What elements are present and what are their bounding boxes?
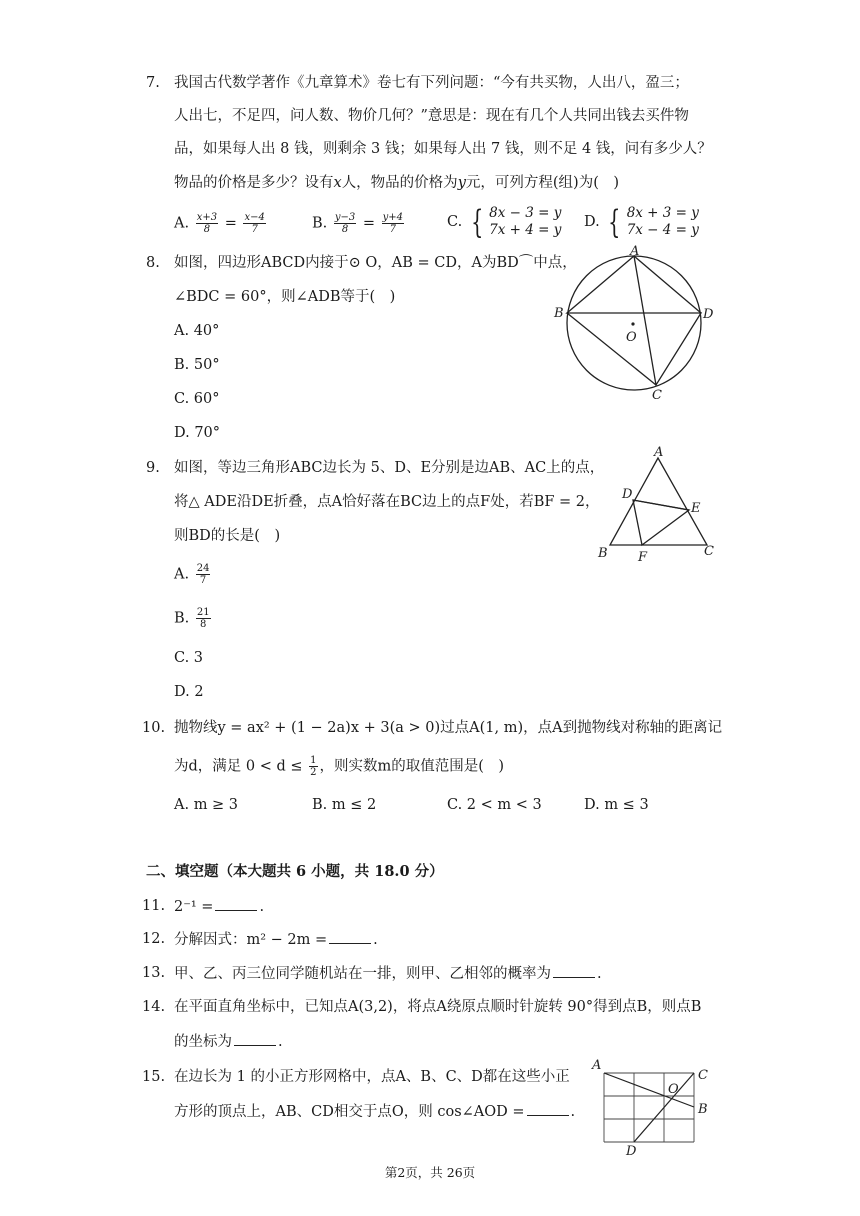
center-dot	[631, 322, 634, 325]
q7-line3: 品，如果每人出 8 钱，则剩余 3 钱；如果每人出 7 钱，则不足 4 钱，问有多少人？	[174, 141, 712, 157]
q9-number: 9.	[146, 460, 160, 476]
q8-number: 8.	[146, 255, 160, 271]
q7-number: 7.	[146, 75, 160, 91]
section-heading: 二、填空题（本大题共 6 小题，共 18.0 分）	[146, 863, 444, 880]
q13-text: 甲、乙、丙三位同学随机站在一排，则甲、乙相邻的概率为 .	[174, 963, 602, 984]
q10-option-b[interactable]: B. m ≤ 2	[312, 797, 377, 813]
page-footer: 第2页，共 26页	[384, 1165, 476, 1180]
q9-option-a[interactable]: A. $\frac{24}{7}$	[174, 563, 210, 586]
label-d: D	[622, 487, 633, 502]
label-c: C	[698, 1068, 708, 1083]
q10-number: 10.	[142, 720, 166, 736]
label-c: C	[704, 544, 714, 559]
q10-line1: 抛物线y = ax² + (1 − 2a)x + 3(a > 0)过点A(1, m)，点A到抛物线对称轴的距离记	[174, 720, 723, 736]
q9-option-d[interactable]: D. 2	[174, 684, 204, 700]
q8-circle-figure	[550, 238, 720, 408]
label-b: B	[698, 1102, 708, 1117]
q7-option-a[interactable]: A. $\frac{x+3}{8}$ = $\frac{x-4}{7}$	[174, 212, 265, 235]
q9-triangle-figure	[592, 442, 727, 570]
label-e: E	[691, 501, 701, 516]
q13-blank[interactable]	[553, 963, 595, 978]
q7-line4: 物品的价格是多少？设有x人，物品的价格为y元，可列方程(组)为( )	[174, 175, 620, 191]
q8-line2: ∠BDC = 60°，则∠ADB等于( )	[174, 289, 396, 305]
triangle-def	[633, 500, 689, 545]
q9-line1: 如图，等边三角形ABC边长为 5、D、E分别是边AB、AC上的点，	[174, 460, 605, 476]
label-a: A	[592, 1058, 602, 1073]
label-c: C	[652, 388, 662, 403]
label-a: A	[630, 244, 640, 259]
segment-de	[633, 500, 689, 510]
q11-text: 2⁻¹ = .	[174, 896, 264, 917]
q14-line1: 在平面直角坐标中，已知点A(3,2)，将点A绕原点顺时针旋转 90°得到点B，则点B	[174, 999, 702, 1015]
q10-option-d[interactable]: D. m ≤ 3	[584, 797, 649, 813]
q15-blank[interactable]	[527, 1101, 569, 1116]
q13-number: 13.	[142, 965, 166, 981]
label-d: D	[703, 307, 714, 322]
label-o: O	[626, 330, 637, 345]
q7-line1: 我国古代数学著作《九章算术》卷七有下列问题：“今有共买物，人出八，盈三；	[174, 75, 689, 91]
q15-grid-figure	[588, 1055, 718, 1159]
grid-lines	[604, 1073, 694, 1142]
q8-option-b[interactable]: B. 50°	[174, 357, 220, 373]
label-f: F	[638, 550, 648, 565]
q14-number: 14.	[142, 999, 166, 1015]
label-b: B	[554, 306, 564, 321]
q10-option-c[interactable]: C. 2 < m < 3	[447, 797, 542, 813]
q9-line2: 将△ ADE沿DE折叠，点A恰好落在BC边上的点F处，若BF = 2，	[174, 494, 600, 510]
q15-line2: 方形的顶点上，AB、CD相交于点O，则 cos∠AOD = .	[174, 1101, 575, 1122]
q8-option-a[interactable]: A. 40°	[174, 323, 220, 339]
q14-line2: 的坐标为 .	[174, 1031, 283, 1052]
q9-line3: 则BD的长是( )	[174, 528, 281, 544]
label-d: D	[626, 1144, 637, 1159]
q7-option-d[interactable]: D. { 8x + 3 = y 7x − 4 = y	[584, 203, 699, 241]
label-o: O	[668, 1082, 679, 1097]
q15-number: 15.	[142, 1069, 166, 1085]
q8-option-d[interactable]: D. 70°	[174, 425, 221, 441]
segment-bc	[567, 313, 656, 385]
q12-number: 12.	[142, 931, 166, 947]
q7-line2: 人出七，不足四，问人数、物价几何？”意思是：现在有几个人共同出钱去买件物	[174, 108, 689, 124]
q8-line1: 如图，四边形ABCD内接于⊙ O，AB = CD，A为BD⌒中点，	[174, 255, 577, 271]
q11-number: 11.	[142, 898, 166, 914]
q12-text: 分解因式：m² − 2m = .	[174, 929, 378, 950]
q9-option-b[interactable]: B. $\frac{21}{8}$	[174, 607, 210, 630]
q7-option-c[interactable]: C. { 8x − 3 = y 7x + 4 = y	[447, 203, 562, 241]
q12-blank[interactable]	[329, 929, 371, 944]
q8-option-c[interactable]: C. 60°	[174, 391, 220, 407]
segment-ab	[604, 1073, 694, 1107]
q10-line2: 为d，满足 0 < d ≤ $\frac{1}{2}$ ，则实数m的取值范围是( )	[174, 755, 505, 778]
label-b: B	[598, 546, 608, 561]
q14-blank[interactable]	[234, 1031, 276, 1046]
q11-blank[interactable]	[215, 896, 257, 911]
q7-option-b[interactable]: B. $\frac{y-3}{8}$ = $\frac{y+4}{7}$	[312, 212, 404, 235]
q9-option-c[interactable]: C. 3	[174, 650, 204, 666]
label-a: A	[654, 445, 664, 460]
q15-line1: 在边长为 1 的小正方形网格中，点A、B、C、D都在这些小正	[174, 1069, 570, 1085]
q10-option-a[interactable]: A. m ≥ 3	[174, 797, 239, 813]
